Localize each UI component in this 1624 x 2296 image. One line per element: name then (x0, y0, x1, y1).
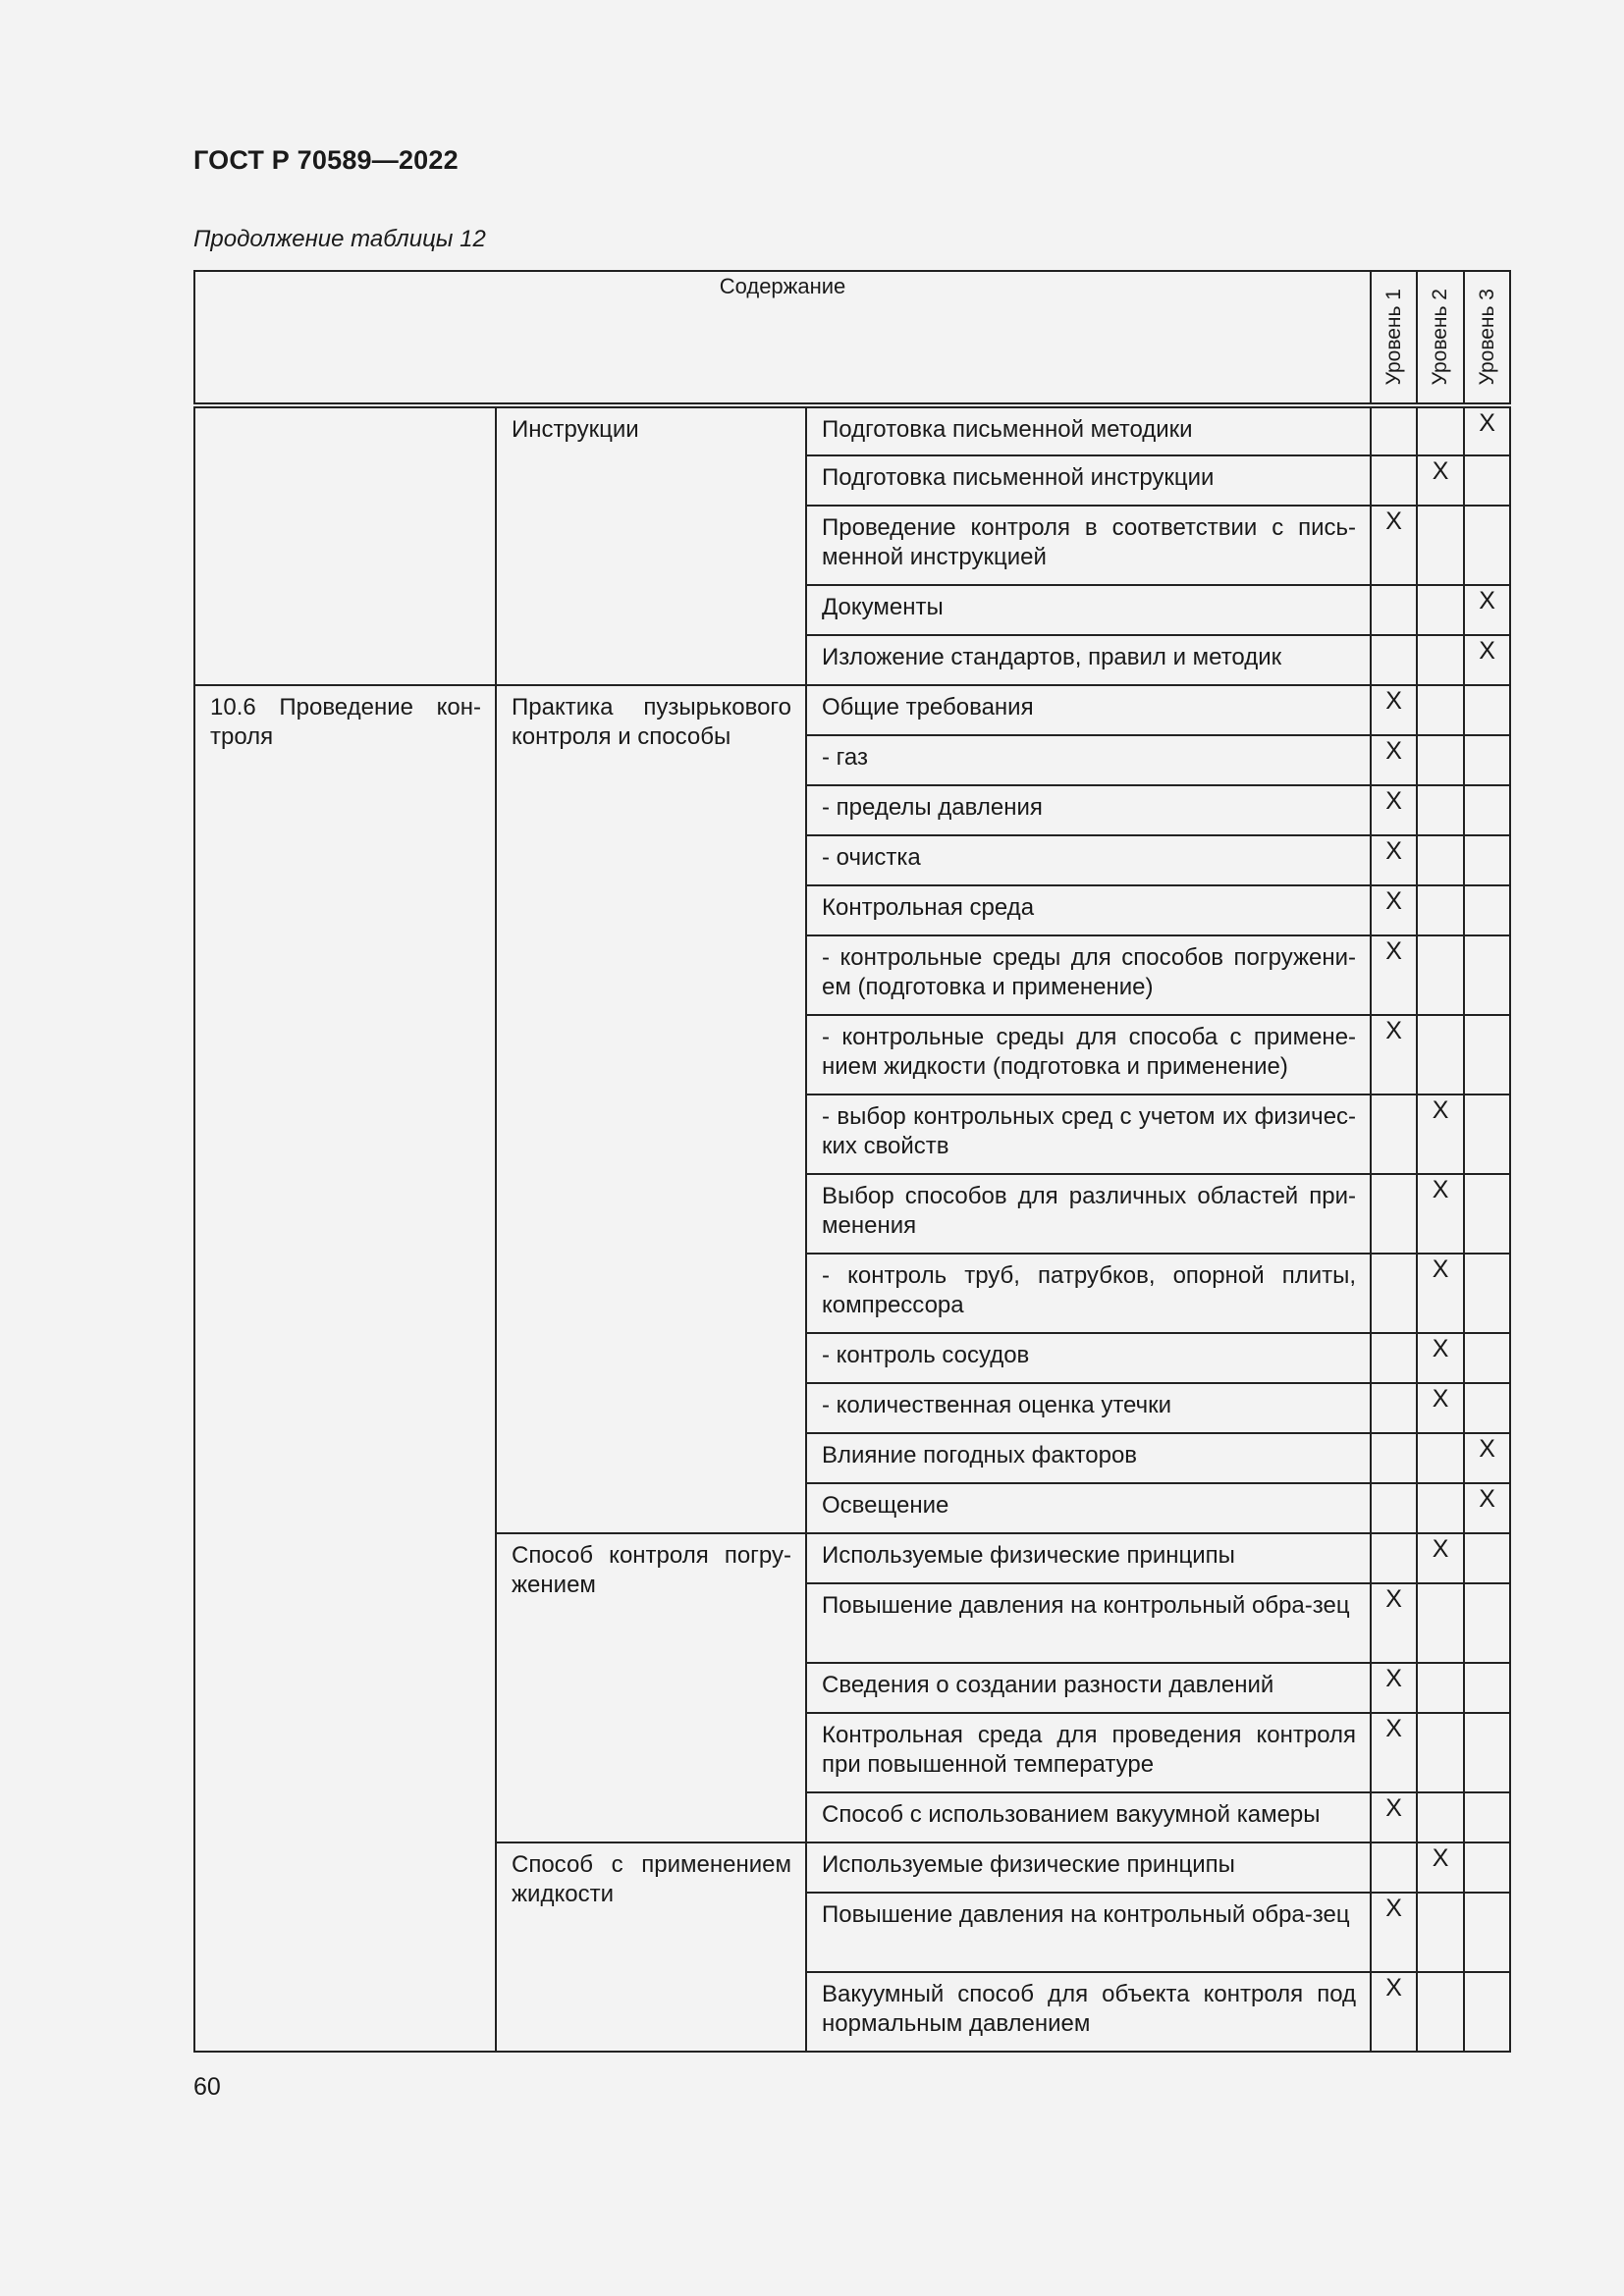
level-2-mark: X (1417, 1174, 1464, 1254)
level-3-mark (1464, 1893, 1510, 1972)
level-1-mark: X (1371, 1792, 1417, 1842)
content-cell: Повышение давления на контрольный обра-зец (806, 1893, 1371, 1972)
level-1-mark (1371, 1254, 1417, 1333)
level-3-mark (1464, 1842, 1510, 1893)
level-3-mark: X (1464, 585, 1510, 635)
level-3-mark (1464, 1663, 1510, 1713)
header-level-2 (1417, 271, 1464, 405)
level-1-mark: X (1371, 835, 1417, 885)
header-level-3 (1464, 271, 1510, 405)
level-2-mark (1417, 1663, 1464, 1713)
level-2-mark (1417, 585, 1464, 635)
content-cell: - количественная оценка утечки (806, 1383, 1371, 1433)
content-cell: - очистка (806, 835, 1371, 885)
level-2-mark (1417, 685, 1464, 735)
header-level-1-label: Уровень 1 (1381, 289, 1405, 386)
level-3-mark (1464, 1174, 1510, 1254)
level-3-mark: X (1464, 635, 1510, 685)
level-3-mark (1464, 685, 1510, 735)
level-2-mark (1417, 885, 1464, 935)
level-3-mark (1464, 835, 1510, 885)
content-cell: Повышение давления на контрольный обра-зец (806, 1583, 1371, 1663)
content-cell: Контрольная среда (806, 885, 1371, 935)
content-cell: Контрольная среда для проведения контроля при повышенной температуре (806, 1713, 1371, 1792)
level-2-mark: X (1417, 1333, 1464, 1383)
document-id: ГОСТ Р 70589—2022 (193, 145, 459, 175)
level-3-mark: X (1464, 405, 1510, 455)
level-2-mark (1417, 735, 1464, 785)
level-3-mark (1464, 935, 1510, 1015)
level-1-mark (1371, 1174, 1417, 1254)
level-3-mark (1464, 506, 1510, 585)
section-cell (194, 405, 496, 685)
level-2-mark (1417, 1583, 1464, 1663)
content-cell: Общие требования (806, 685, 1371, 735)
content-cell: Способ с использованием вакуумной камеры (806, 1792, 1371, 1842)
section-cell-10-6: 10.6 Проведение кон-троля (194, 685, 496, 2052)
level-3-mark (1464, 1015, 1510, 1095)
content-cell: Сведения о создании разности давлений (806, 1663, 1371, 1713)
level-3-mark: X (1464, 1483, 1510, 1533)
level-3-mark (1464, 735, 1510, 785)
level-2-mark (1417, 405, 1464, 455)
level-3-mark (1464, 1333, 1510, 1383)
level-1-mark (1371, 405, 1417, 455)
level-2-mark (1417, 1972, 1464, 2052)
level-1-mark: X (1371, 1583, 1417, 1663)
level-3-mark (1464, 455, 1510, 506)
level-2-mark (1417, 1483, 1464, 1533)
content-cell: - контрольные среды для способов погружени-ем (подготовка и применение) (806, 935, 1371, 1015)
level-2-mark: X (1417, 455, 1464, 506)
level-1-mark: X (1371, 785, 1417, 835)
competency-table (193, 270, 1511, 2053)
level-1-mark: X (1371, 1893, 1417, 1972)
level-3-mark (1464, 1533, 1510, 1583)
group-cell-instructions: Инструкции (496, 405, 806, 685)
level-3-mark (1464, 885, 1510, 935)
level-1-mark: X (1371, 1663, 1417, 1713)
level-2-mark (1417, 835, 1464, 885)
level-2-mark (1417, 1792, 1464, 1842)
content-cell: - контрольные среды для способа с примене-нием жидкости (подготовка и применение) (806, 1015, 1371, 1095)
content-cell: Вакуумный способ для объекта контроля под нормальным давлением (806, 1972, 1371, 2052)
level-3-mark: X (1464, 1433, 1510, 1483)
content-cell: - контроль труб, патрубков, опорной плиты, компрессора (806, 1254, 1371, 1333)
level-2-mark (1417, 1015, 1464, 1095)
content-cell: Подготовка письменной методики (806, 405, 1371, 455)
level-2-mark: X (1417, 1383, 1464, 1433)
level-1-mark: X (1371, 885, 1417, 935)
content-cell: - газ (806, 735, 1371, 785)
level-1-mark: X (1371, 735, 1417, 785)
level-2-mark (1417, 785, 1464, 835)
group-cell-immersion-method: Способ контроля погру-жением (496, 1533, 806, 1842)
content-cell: Освещение (806, 1483, 1371, 1533)
level-2-mark: X (1417, 1095, 1464, 1174)
content-cell: - выбор контрольных сред с учетом их физичес-ких свойств (806, 1095, 1371, 1174)
content-cell: Используемые физические принципы (806, 1842, 1371, 1893)
level-2-mark (1417, 1433, 1464, 1483)
header-level-2-label: Уровень 2 (1429, 289, 1452, 386)
level-1-mark (1371, 1483, 1417, 1533)
level-1-mark: X (1371, 685, 1417, 735)
level-1-mark (1371, 1383, 1417, 1433)
content-cell: - пределы давления (806, 785, 1371, 835)
level-3-mark (1464, 1792, 1510, 1842)
level-2-mark: X (1417, 1533, 1464, 1583)
level-3-mark (1464, 1583, 1510, 1663)
table-caption: Продолжение таблицы 12 (193, 226, 486, 252)
level-1-mark (1371, 455, 1417, 506)
level-1-mark (1371, 635, 1417, 685)
header-level-3-label: Уровень 3 (1475, 289, 1498, 386)
group-cell-bubble-practice: Практика пузырькового контроля и способы (496, 685, 806, 1533)
level-1-mark (1371, 1433, 1417, 1483)
level-2-mark: X (1417, 1254, 1464, 1333)
level-1-mark: X (1371, 935, 1417, 1015)
content-cell: Документы (806, 585, 1371, 635)
table-header-row (194, 271, 1510, 405)
content-cell: Изложение стандартов, правил и методик (806, 635, 1371, 685)
level-3-mark (1464, 1095, 1510, 1174)
level-3-mark (1464, 785, 1510, 835)
level-2-mark (1417, 935, 1464, 1015)
page-number: 60 (193, 2073, 221, 2101)
level-1-mark (1371, 1533, 1417, 1583)
level-1-mark (1371, 1333, 1417, 1383)
header-level-1 (1371, 271, 1417, 405)
group-cell-liquid-method: Способ с применением жидкости (496, 1842, 806, 2052)
level-3-mark (1464, 1254, 1510, 1333)
level-3-mark (1464, 1972, 1510, 2052)
level-1-mark: X (1371, 1972, 1417, 2052)
level-2-mark: X (1417, 1842, 1464, 1893)
level-2-mark (1417, 506, 1464, 585)
header-content: Содержание (194, 271, 1371, 405)
table-row (194, 685, 1510, 735)
level-1-mark (1371, 1095, 1417, 1174)
level-1-mark: X (1371, 1713, 1417, 1792)
content-cell: Используемые физические принципы (806, 1533, 1371, 1583)
table-row (194, 405, 1510, 455)
content-cell: Выбор способов для различных областей при-менения (806, 1174, 1371, 1254)
level-1-mark: X (1371, 1015, 1417, 1095)
level-2-mark (1417, 1893, 1464, 1972)
content-cell: Влияние погодных факторов (806, 1433, 1371, 1483)
level-3-mark (1464, 1383, 1510, 1433)
level-3-mark (1464, 1713, 1510, 1792)
content-cell: Проведение контроля в соответствии с пись-менной инструкцией (806, 506, 1371, 585)
level-2-mark (1417, 635, 1464, 685)
content-cell: Подготовка письменной инструкции (806, 455, 1371, 506)
level-1-mark (1371, 1842, 1417, 1893)
content-cell: - контроль сосудов (806, 1333, 1371, 1383)
level-2-mark (1417, 1713, 1464, 1792)
level-1-mark (1371, 585, 1417, 635)
level-1-mark: X (1371, 506, 1417, 585)
